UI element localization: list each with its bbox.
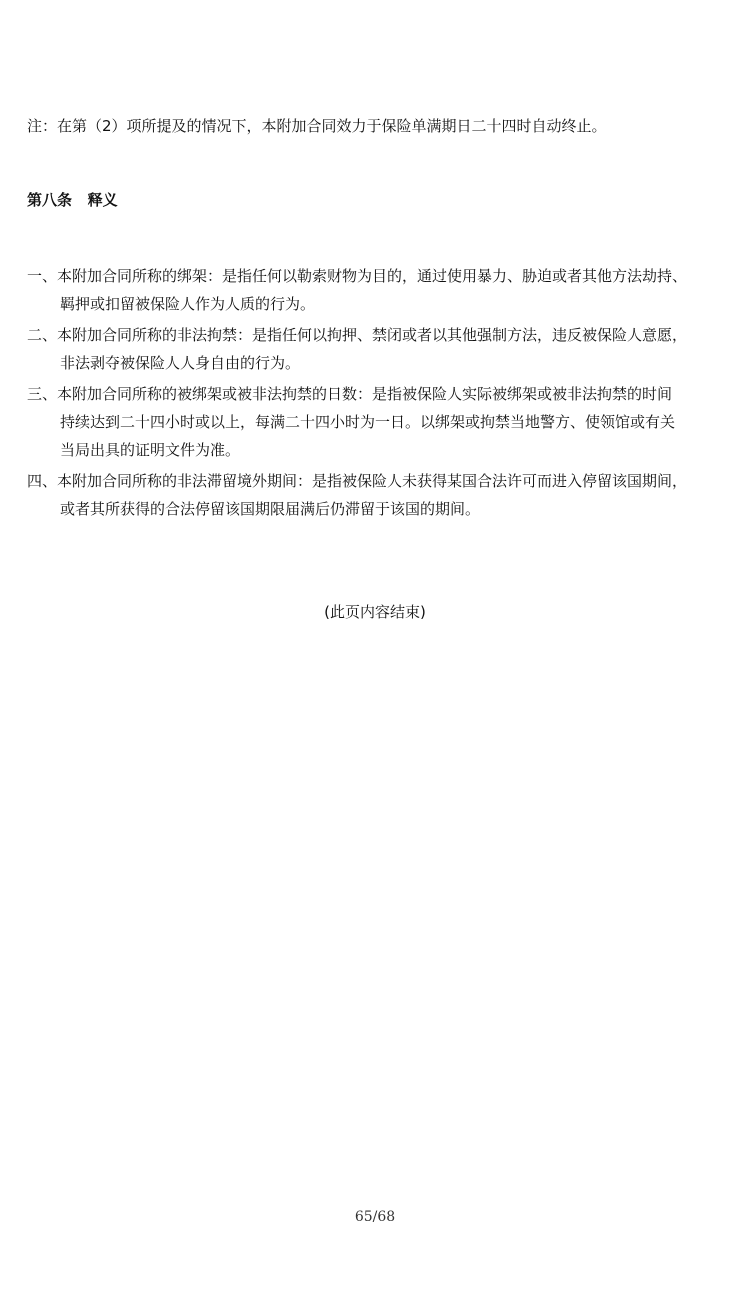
- definition-line: 二、本附加合同所称的非法拘禁：是指任何以拘押、禁闭或者以其他强制方法，违反被保险人意愿，: [27, 326, 688, 344]
- definition-item: [27, 467, 727, 523]
- definition-line: 或者其所获得的合法停留该国期限届满后仍滞留于该国的期间。: [60, 500, 481, 518]
- page-number: 65/68: [354, 1209, 396, 1225]
- definitions-list: [27, 262, 727, 526]
- definition-line: 非法剥夺被保险人人身自由的行为。: [60, 354, 301, 372]
- section-title: 第八条 释义: [27, 191, 118, 209]
- definition-item: [27, 321, 727, 377]
- definition-item: [27, 380, 727, 464]
- definition-line: 一、本附加合同所称的绑架：是指任何以勒索财物为目的，通过使用暴力、胁迫或者其他方法劫持、: [27, 267, 688, 285]
- definition-line: 当局出具的证明文件为准。: [60, 441, 241, 459]
- note-paragraph: 注：在第（2）项所提及的情况下，本附加合同效力于保险单满期日二十四时自动终止。: [27, 117, 607, 135]
- definition-line: 四、本附加合同所称的非法滞留境外期间：是指被保险人未获得某国合法许可而进入停留该国期间，: [27, 472, 688, 490]
- definition-item: [27, 262, 727, 318]
- definition-line: 持续达到二十四小时或以上，每满二十四小时为一日。以绑架或拘禁当地警方、使领馆或有关: [60, 413, 676, 431]
- definition-line: 三、本附加合同所称的被绑架或被非法拘禁的日数：是指被保险人实际被绑架或被非法拘禁的时间: [27, 385, 673, 403]
- page-end-note: (此页内容结束): [324, 603, 426, 621]
- definition-line: 羁押或扣留被保险人作为人质的行为。: [60, 295, 316, 313]
